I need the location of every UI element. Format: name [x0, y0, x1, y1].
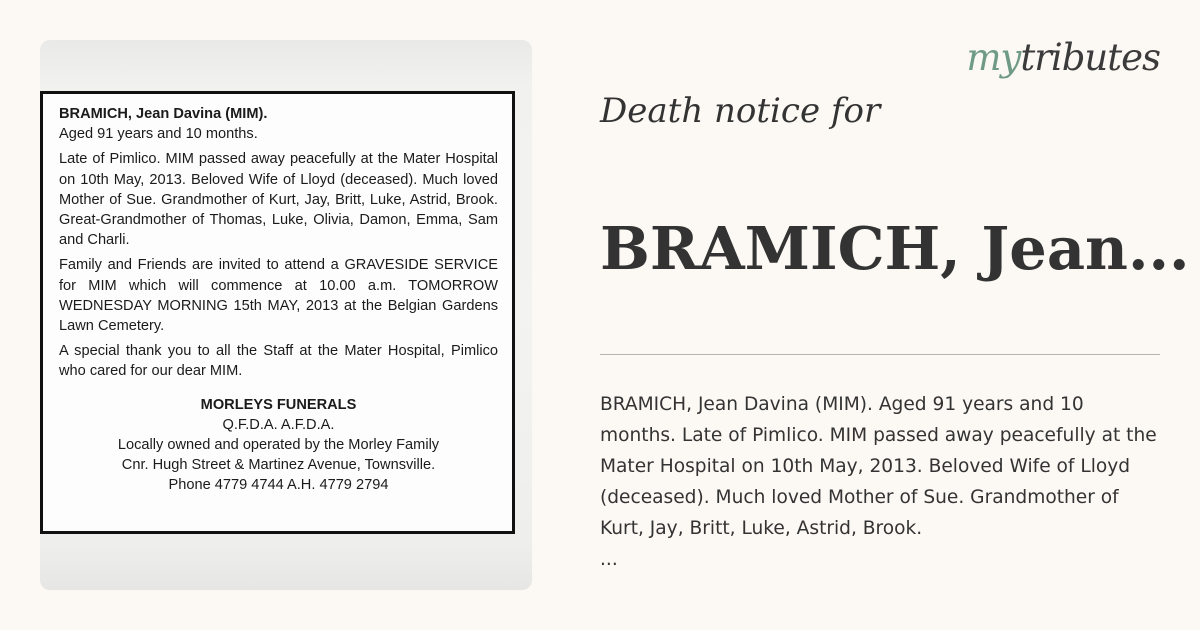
page-subtitle: Death notice for: [600, 91, 881, 131]
mytributes-logo[interactable]: [966, 36, 1160, 79]
notice-age-line: Aged 91 years and 10 months.: [59, 126, 258, 143]
notice-name-line: BRAMICH, Jean Davina (MIM).: [59, 106, 268, 122]
funeral-director-address: Cnr. Hugh Street & Martinez Avenue, Townsville.: [121, 457, 436, 474]
notice-excerpt: [600, 389, 1160, 575]
funeral-director-credentials: Q.F.D.A. A.F.D.A.: [222, 416, 335, 433]
funeral-director-name: MORLEYS FUNERALS: [200, 396, 357, 413]
page-title: BRAMICH, Jean...: [600, 214, 1190, 283]
excerpt-text: BRAMICH, Jean Davina (MIM). Aged 91 years and 10 months. Late of Pimlico. MIM passed away peacefully at the Mater Hospital on 10th May, 2013. Beloved Wife of Lloyd (deceased). Much loved Mother of Sue. Grandmother of Kurt, Jay, Britt, Luke, Astrid, Brook.: [600, 394, 1157, 539]
excerpt-ellipsis: ...: [600, 549, 618, 570]
funeral-director-block: [59, 395, 498, 496]
notice-thanks-paragraph: A special thank you to all the Staff at the Mater Hospital, Pimlico who cared for our dear MIM.: [59, 343, 498, 380]
divider: [600, 354, 1160, 355]
logo-rest: tributes: [1020, 36, 1160, 79]
notice-service-paragraph: Family and Friends are invited to attend a GRAVESIDE SERVICE for MIM which will commence at 10.00 a.m. TOMORROW WEDNESDAY MORNING 15th MAY, 2013 at the Belgian Gardens Lawn Cemetery.: [59, 257, 498, 335]
funeral-director-tagline: Locally owned and operated by the Morley Family: [117, 437, 440, 454]
logo-accent: my: [966, 36, 1021, 79]
notice-body-paragraph: Late of Pimlico. MIM passed away peacefully at the Mater Hospital on 10th May, 2013. Beloved Wife of Lloyd (deceased). Much loved Mother of Sue. Grandmother of Kurt, Jay, Britt, Luke, Astrid, Brook. Great-Grandmother of Thomas, Luke, Olivia, Damon, Emma, Sam and Charli.: [59, 151, 498, 249]
funeral-director-phone: Phone 4779 4744 A.H. 4779 2794: [168, 477, 389, 494]
notice-clipping: [40, 91, 515, 534]
notice-clipping-image: [40, 40, 532, 590]
